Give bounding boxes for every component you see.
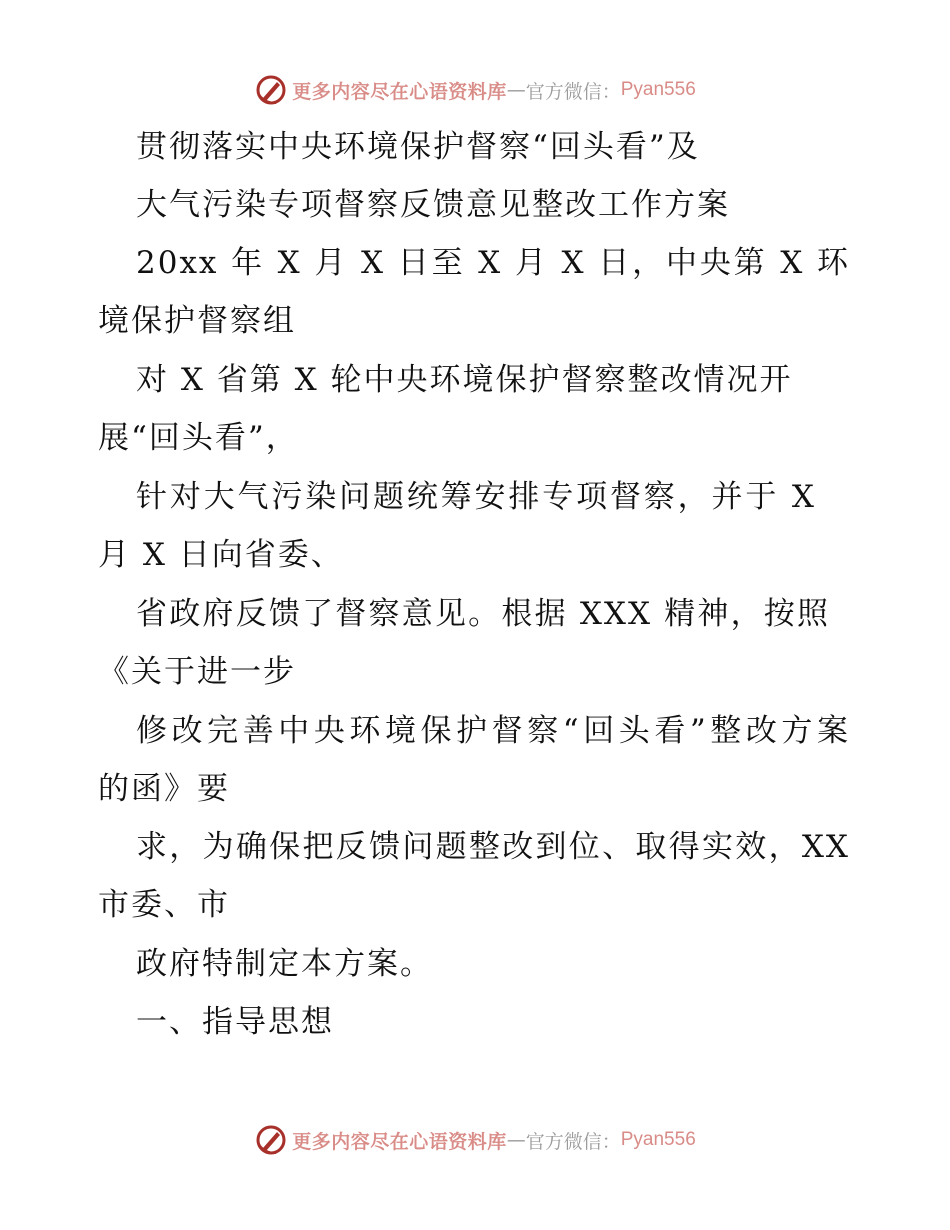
footer-watermark: [0, 1120, 950, 1160]
paragraph-line: 修改完善中央环境保护督察“回头看”整改方案: [136, 713, 850, 749]
paragraph-line: 求，为确保把反馈问题整改到位、取得实效，XX: [136, 829, 850, 865]
watermark-sub-text: 官方微信：: [525, 1130, 621, 1153]
paragraph-line: 政府特制定本方案。: [136, 946, 433, 982]
watermark-main-text: 更多内容尽在心语资料库: [292, 80, 507, 103]
watermark-id-text: Pyan556: [620, 1129, 696, 1150]
watermark-dash: —: [506, 79, 526, 101]
paragraph-line: 月 X 日向省委、: [98, 537, 344, 573]
paragraph-line: 展“回头看”，: [98, 420, 299, 456]
pen-seal-logo-icon: [254, 73, 288, 107]
watermark-dash: —: [506, 1129, 526, 1151]
watermark-sub-text: 官方微信：: [525, 80, 621, 103]
paragraph-line: 市委、市: [98, 887, 230, 923]
paragraph-line: 《关于进一步: [98, 654, 296, 690]
paragraph-line: 省政府反馈了督察意见。根据 XXX 精神，按照: [136, 596, 830, 632]
paragraph-line: 的函》要: [98, 771, 230, 807]
paragraph-line: 20xx 年 X 月 X 日至 X 月 X 日，中央第 X 环: [136, 245, 850, 281]
document-title-line-1: 贯彻落实中央环境保护督察“回头看”及: [136, 129, 700, 165]
pen-seal-logo-icon: [254, 1123, 288, 1157]
watermark-id-text: Pyan556: [620, 79, 696, 100]
header-watermark: [0, 70, 950, 110]
paragraph-line: 境保护督察组: [98, 303, 296, 339]
paragraph-line: 对 X 省第 X 轮中央环境保护督察整改情况开: [136, 362, 793, 398]
document-title-line-2: 大气污染专项督察反馈意见整改工作方案: [136, 187, 730, 223]
section-heading: 一、指导思想: [136, 1004, 334, 1040]
watermark-main-text: 更多内容尽在心语资料库: [292, 1130, 507, 1153]
paragraph-line: 针对大气污染问题统筹安排专项督察，并于 X: [136, 479, 816, 515]
